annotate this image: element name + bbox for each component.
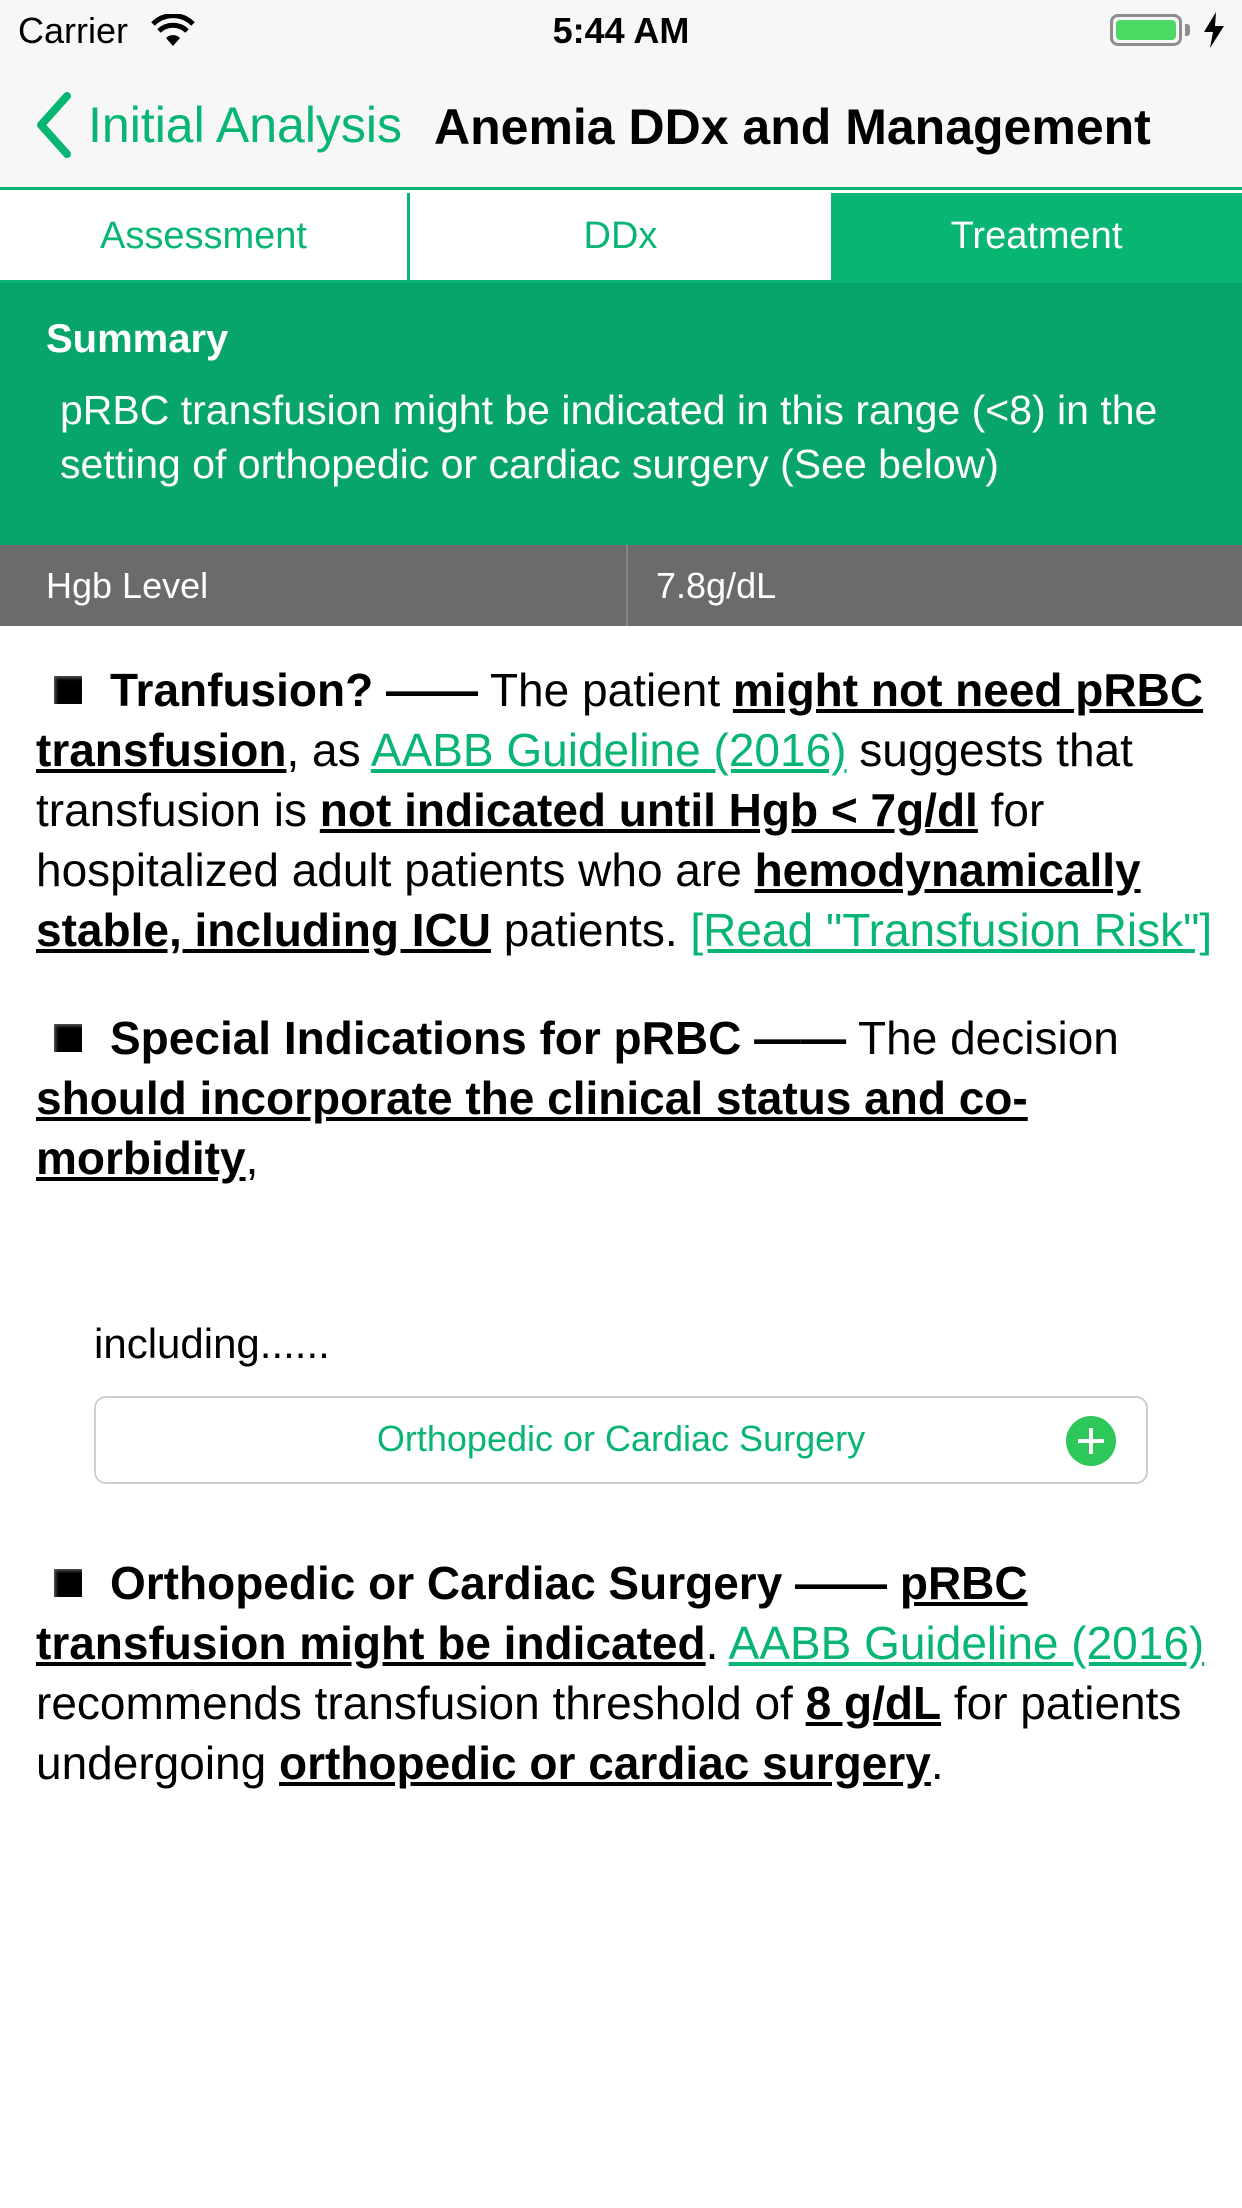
text-span: . <box>705 1617 729 1669</box>
special-indications-paragraph <box>36 1008 1216 1188</box>
transfusion-risk-link[interactable]: [Read "Transfusion Risk"] <box>690 904 1213 956</box>
summary-panel <box>0 283 1242 545</box>
status-time: 5:44 AM <box>552 10 690 51</box>
segmented-control <box>0 193 1242 283</box>
back-button-label: Initial Analysis <box>88 97 403 153</box>
text-span: for hospitalized adult patients who are <box>36 784 1045 896</box>
page-title: Anemia DDx and Management <box>434 99 1151 155</box>
emphasis-text: pRBC transfusion might be indicated <box>36 1557 1028 1669</box>
text-span: . <box>930 1737 944 1789</box>
emphasis-text: might not need pRBC transfusion <box>36 664 1204 776</box>
tab-ddx[interactable]: DDx <box>410 193 831 280</box>
text-span <box>887 1557 900 1609</box>
tab-assessment[interactable]: Assessment <box>0 193 410 280</box>
status-bar <box>0 0 1242 60</box>
battery-cap <box>1185 24 1190 36</box>
emphasis-text: not indicated until Hgb < 7g/dl <box>319 784 978 836</box>
special-indications-heading: Special Indications for pRBC —— <box>110 1012 847 1064</box>
emphasis-text: orthopedic or cardiac surgery <box>278 1737 931 1789</box>
summary-text: pRBC transfusion might be indicated in this range (<8) in the setting of orthopedic or cardiac surgery (See below) <box>60 387 1158 487</box>
emphasis-text: should incorporate the clinical status and co-morbidity <box>36 1072 1028 1184</box>
plus-circle-icon <box>1066 1416 1116 1466</box>
bullet-square-icon <box>54 1569 82 1597</box>
text-span: , as <box>286 724 371 776</box>
tab-treatment[interactable]: Treatment <box>831 193 1242 280</box>
hgb-label: Hgb Level <box>46 565 209 606</box>
aabb-guideline-link-2[interactable]: AABB Guideline (2016) <box>728 1617 1205 1669</box>
hgb-value: 7.8g/dL <box>656 565 777 606</box>
bullet-square-icon <box>54 676 82 704</box>
back-button[interactable] <box>34 90 402 160</box>
chevron-left-icon <box>34 92 74 158</box>
content-area <box>36 660 1216 1188</box>
surgery-heading: Orthopedic or Cardiac Surgery —— <box>110 1557 888 1609</box>
emphasis-text: 8 g/dL <box>805 1677 942 1729</box>
text-span: suggests that transfusion is <box>36 724 1133 836</box>
text-span: for patients undergoing <box>36 1677 1182 1789</box>
transfusion-heading: Tranfusion? —— <box>110 664 478 716</box>
expand-button-label: Orthopedic or Cardiac Surgery <box>376 1418 866 1459</box>
battery-icon <box>1110 14 1182 46</box>
hgb-level-row <box>0 545 1242 626</box>
text-span: The decision <box>846 1012 1119 1064</box>
text-span: recommends transfusion threshold of <box>36 1677 806 1729</box>
navigation-bar <box>0 60 1242 190</box>
surgery-paragraph <box>36 1553 1216 1793</box>
carrier-label: Carrier <box>18 10 129 51</box>
orthopedic-cardiac-surgery-button[interactable] <box>94 1396 1148 1484</box>
transfusion-paragraph <box>36 660 1216 960</box>
charging-bolt-icon <box>1202 12 1226 48</box>
text-span: The patient <box>478 664 733 716</box>
row-divider <box>626 545 628 626</box>
bullet-square-icon <box>54 1024 82 1052</box>
summary-title: Summary <box>46 317 229 361</box>
including-label: including...... <box>94 1320 330 1367</box>
emphasis-text: hemodynamically stable, including ICU <box>36 844 1141 956</box>
surgery-section <box>36 1553 1216 1793</box>
aabb-guideline-link[interactable]: AABB Guideline (2016) <box>370 724 847 776</box>
text-span: , <box>245 1132 259 1184</box>
text-span: patients. <box>490 904 691 956</box>
